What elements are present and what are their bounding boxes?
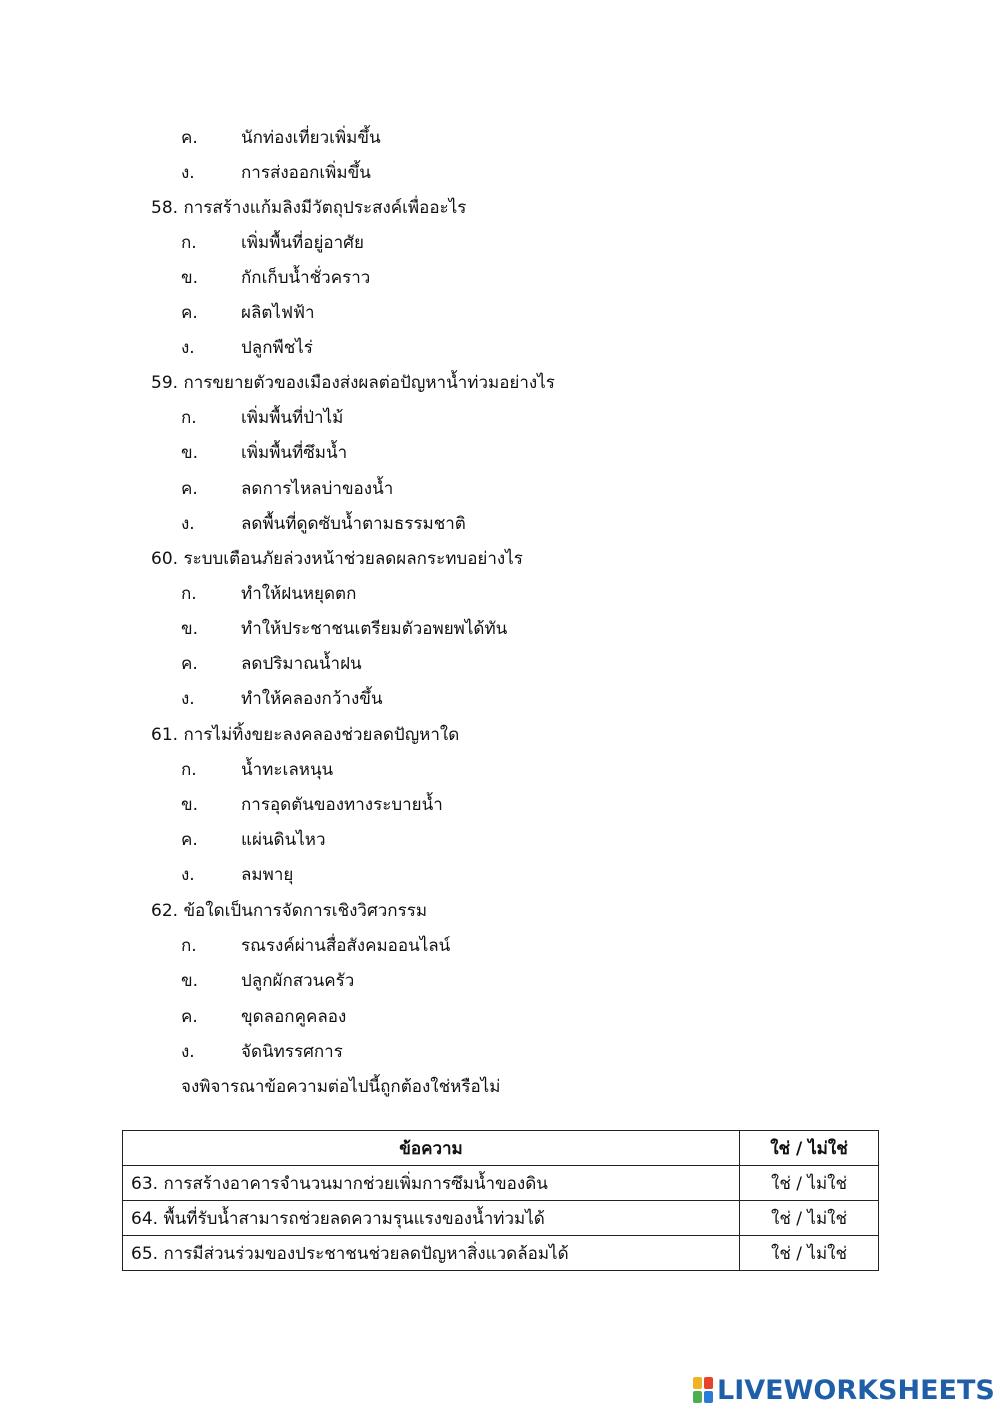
- option-letter: ค.: [181, 1007, 198, 1027]
- option-text: ลดปริมาณน้ำฝน: [241, 654, 362, 674]
- table-row: [123, 1201, 879, 1236]
- option-letter: ง.: [181, 514, 195, 534]
- option-letter: ก.: [181, 584, 197, 604]
- option-text: ทำให้ฝนหยุดตก: [241, 584, 357, 604]
- option-text: กักเก็บน้ำชั่วคราว: [241, 268, 371, 288]
- option-letter: ก.: [181, 936, 197, 956]
- option-text: ลดการไหลบ่าของน้ำ: [241, 479, 394, 499]
- option-letter: ข.: [181, 443, 199, 463]
- option-text: ปลูกพืชไร่: [241, 338, 313, 358]
- answer-select[interactable]: ใช่ / ไม่ใช่: [740, 1201, 879, 1236]
- table-header-row: [123, 1131, 879, 1166]
- option-letter: ง.: [181, 163, 195, 183]
- question-59: 59. การขยายตัวของเมืองส่งผลต่อปัญหาน้ำท่วมอย่างไร: [151, 373, 555, 393]
- option-letter: ข.: [181, 795, 199, 815]
- option-text: แผ่นดินไหว: [241, 830, 326, 850]
- option-letter: ก.: [181, 408, 197, 428]
- option-letter: ข.: [181, 619, 199, 639]
- option-text: จัดนิทรรศการ: [241, 1042, 343, 1062]
- question-62: 62. ข้อใดเป็นการจัดการเชิงวิศวกรรม: [151, 901, 428, 921]
- option-text: ผลิตไฟฟ้า: [241, 303, 315, 323]
- question-60: 60. ระบบเตือนภัยล่วงหน้าช่วยลดผลกระทบอย่างไร: [151, 549, 523, 569]
- statement-cell: 64. พื้นที่รับน้ำสามารถช่วยลดความรุนแรงของน้ำท่วมได้: [123, 1201, 740, 1236]
- option-text: ทำให้ประชาชนเตรียมตัวอพยพได้ทัน: [241, 619, 508, 639]
- option-letter: ข.: [181, 971, 199, 991]
- option-text: เพิ่มพื้นที่อยู่อาศัย: [241, 233, 364, 253]
- option-text: เพิ่มพื้นที่ซึมน้ำ: [241, 443, 348, 463]
- option-letter: ง.: [181, 338, 195, 358]
- option-letter: ค.: [181, 128, 198, 148]
- option-text: ทำให้คลองกว้างขึ้น: [241, 689, 383, 709]
- option-text: นักท่องเที่ยวเพิ่มขึ้น: [241, 128, 381, 148]
- option-letter: ค.: [181, 303, 198, 323]
- liveworksheets-mark-icon: [693, 1377, 713, 1403]
- option-letter: ก.: [181, 760, 197, 780]
- answer-select[interactable]: ใช่ / ไม่ใช่: [740, 1236, 879, 1271]
- table-row: [123, 1166, 879, 1201]
- question-61: 61. การไม่ทิ้งขยะลงคลองช่วยลดปัญหาใด: [151, 725, 460, 745]
- option-text: น้ำทะเลหนุน: [241, 760, 334, 780]
- brand-name: LIVEWORKSHEETS: [717, 1374, 995, 1406]
- header-answer: ใช่ / ไม่ใช่: [740, 1131, 879, 1166]
- option-text: ปลูกผักสวนครัว: [241, 971, 355, 991]
- header-statement: ข้อความ: [123, 1131, 740, 1166]
- question-58: 58. การสร้างแก้มลิงมีวัตถุประสงค์เพื่ออะไร: [151, 198, 467, 218]
- option-text: ลมพายุ: [241, 865, 294, 885]
- statement-cell: 63. การสร้างอาคารจำนวนมากช่วยเพิ่มการซึมน้ำของดิน: [123, 1166, 740, 1201]
- option-letter: ค.: [181, 479, 198, 499]
- statement-cell: 65. การมีส่วนร่วมของประชาชนช่วยลดปัญหาสิ่งแวดล้อมได้: [123, 1236, 740, 1271]
- option-letter: ค.: [181, 654, 198, 674]
- option-text: ขุดลอกคูคลอง: [241, 1007, 347, 1027]
- statement-table: [122, 1130, 879, 1271]
- option-text: ลดพื้นที่ดูดซับน้ำตามธรรมชาติ: [241, 514, 466, 534]
- option-letter: ง.: [181, 689, 195, 709]
- option-letter: ง.: [181, 1042, 195, 1062]
- option-letter: ข.: [181, 268, 199, 288]
- instruction-text: จงพิจารณาข้อความต่อไปนี้ถูกต้องใช่หรือไม่: [181, 1077, 501, 1097]
- option-letter: ง.: [181, 865, 195, 885]
- liveworksheets-logo: [693, 1374, 995, 1406]
- option-text: เพิ่มพื้นที่ป่าไม้: [241, 408, 344, 428]
- table-row: [123, 1236, 879, 1271]
- option-letter: ค.: [181, 830, 198, 850]
- option-text: การส่งออกเพิ่มขึ้น: [241, 163, 371, 183]
- answer-select[interactable]: ใช่ / ไม่ใช่: [740, 1166, 879, 1201]
- option-letter: ก.: [181, 233, 197, 253]
- option-text: การอุดตันของทางระบายน้ำ: [241, 795, 443, 815]
- option-text: รณรงค์ผ่านสื่อสังคมออนไลน์: [241, 936, 451, 956]
